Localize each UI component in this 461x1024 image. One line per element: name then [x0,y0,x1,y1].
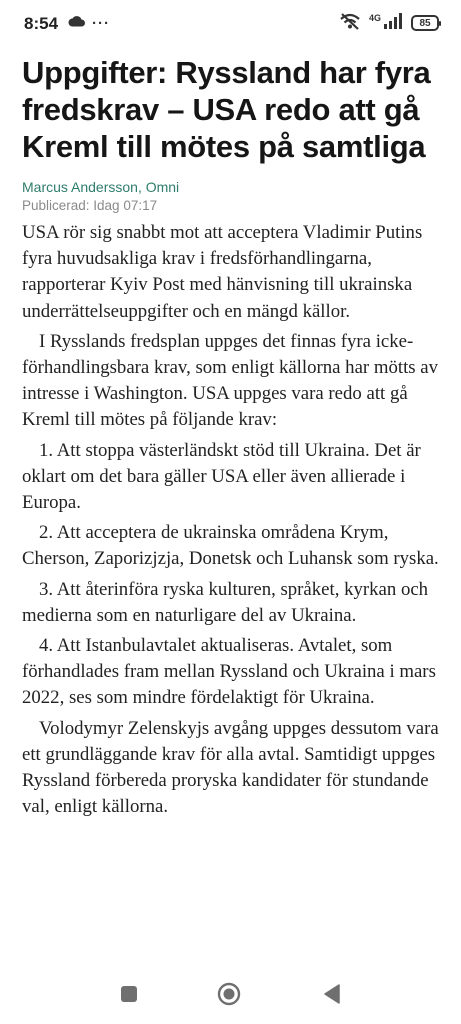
wifi-off-icon [339,12,361,35]
article-paragraph: I Rysslands fredsplan uppges det finnas fyra icke-förhandlingsbara krav, som enligt källorna har mötts av intresse i Washington. USA uppges vara redo att gå Kreml till mötes på följande krav: [22,330,439,431]
back-triangle-icon [323,984,341,1009]
article-list-item: 4. Att Istanbulavtalet aktualiseras. Avtalet, som förhandlades fram mellan Ryssland och Ukraina i mars 2022, ses som mindre fördelaktigt för Ukraina. [22,635,436,709]
status-overflow-dots: ··· [92,14,110,32]
cloud-icon [68,14,86,32]
article-header [22,54,442,215]
article-list-item: 1. Att stoppa västerländskt stöd till Ukraina. Det är oklart om det bara gäller USA eller även allierade i Europa. [22,439,421,514]
network-type-label: 4G [368,13,381,23]
article-body [22,220,442,824]
home-circle-icon [217,982,241,1011]
status-right-icons [339,13,439,33]
article-list-item: 3. Att återinföra ryska kulturen, språket, kyrkan och medierna som en naturligare del av Ukraina. [22,578,429,626]
article-published-date: Publicerad: Idag 07:17 [22,198,158,213]
signal-icon [383,13,403,34]
article-author[interactable]: Marcus Andersson, Omni [22,179,180,195]
status-time: 8:54 [24,14,59,33]
recents-square-icon [120,985,138,1008]
back-button[interactable] [320,984,344,1008]
article-list-item: 2. Att acceptera de ukrainska områdena Krym, Cherson, Zaporizjzja, Donetsk och Luhansk som ryska. [22,522,439,570]
article-paragraph: USA rör sig snabbt mot att acceptera Vladimir Putins fyra huvudsakliga krav i fredsförhandlingarna, rapporterar Kyiv Post med hänvisning till ukrainska underrättelseuppgifter och en mängd källor. [22,222,423,322]
status-bar [0,0,461,46]
article-byline [22,178,442,215]
article-headline: Uppgifter: Ryssland har fyra fredskrav – USA redo att gå Kreml till mötes på samtliga [22,55,431,164]
home-button[interactable] [217,984,241,1008]
battery-icon: 85 [411,15,439,31]
recents-button[interactable] [117,984,141,1008]
status-left-icons [68,14,110,32]
system-navigation-bar [0,966,461,1024]
article-paragraph: Volodymyr Zelenskyjs avgång uppges dessutom vara ett grundläggande krav för alla avtal. Samtidigt uppges Ryssland förbereda proryska kandidater för stundande val, enligt källorna. [22,717,439,818]
